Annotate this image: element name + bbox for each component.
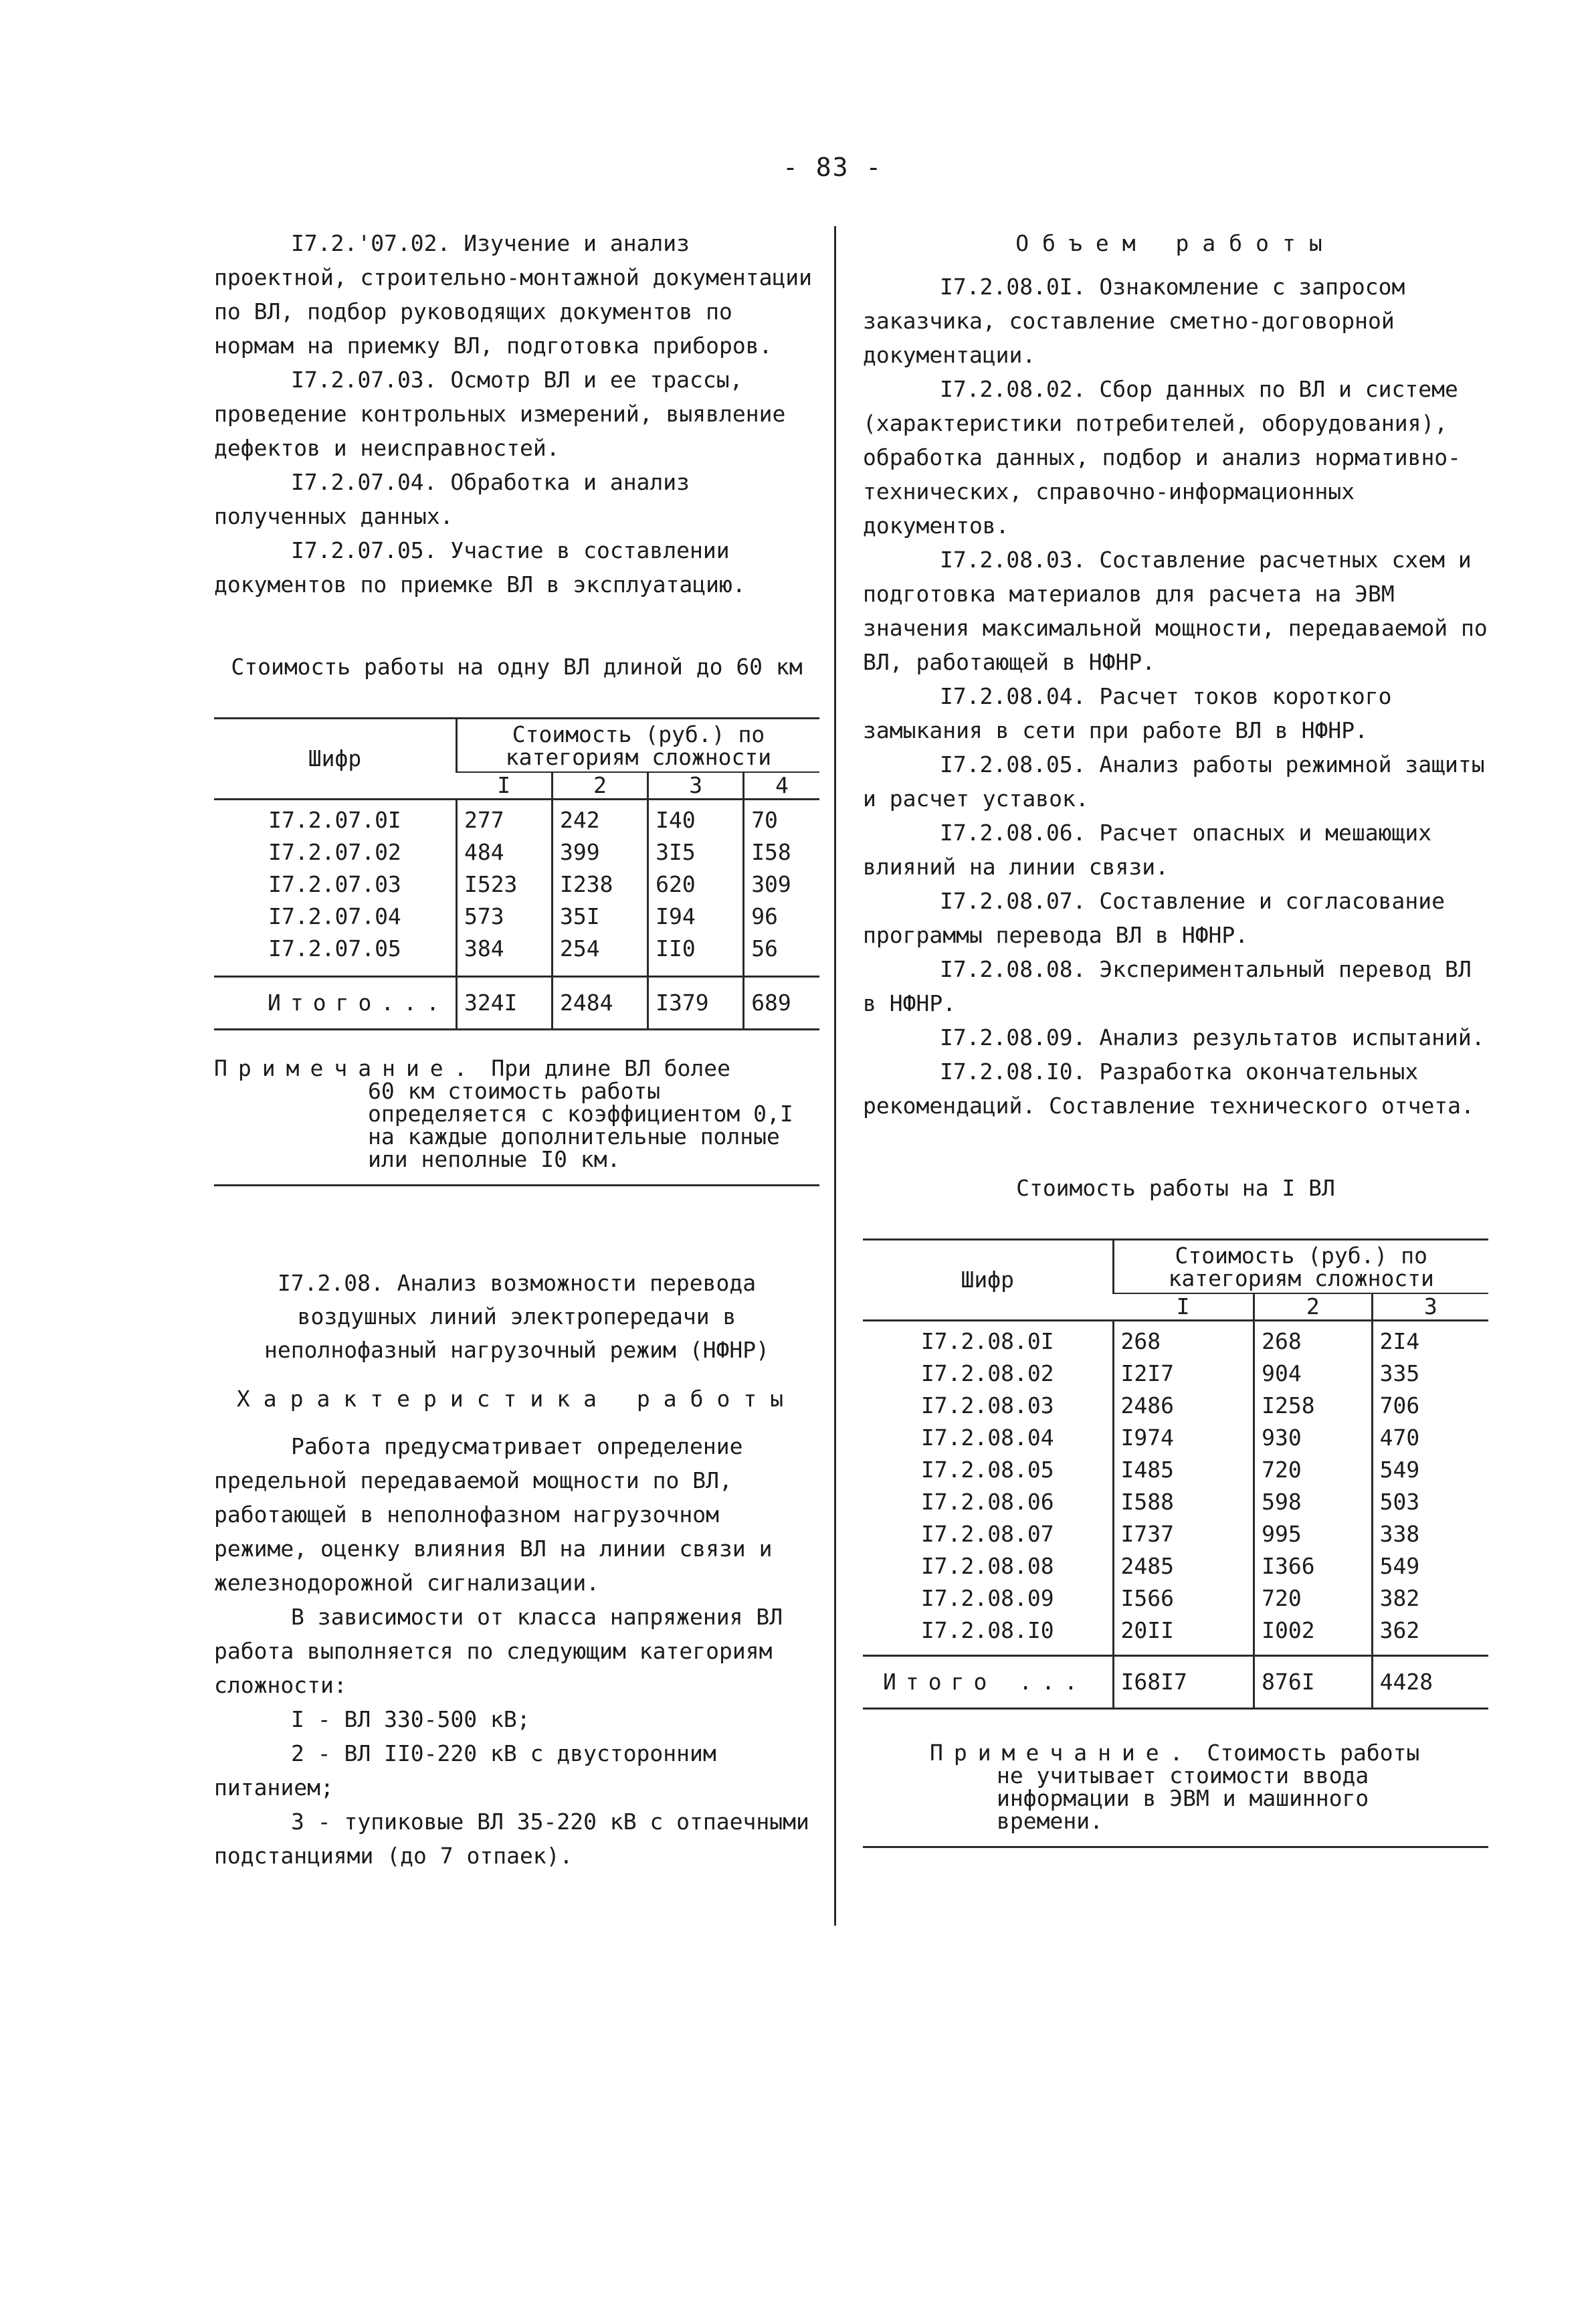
table-row <box>863 1518 1488 1550</box>
value-cell: 706 <box>1372 1390 1488 1422</box>
value-cell: 338 <box>1372 1518 1488 1550</box>
note-right <box>863 1742 1488 1848</box>
value-cell: 573 <box>456 901 552 933</box>
note-body: не учитывает стоимости ввода информации в ЭВМ и машинного времени. <box>997 1762 1369 1834</box>
volume-heading: Объем работы <box>1015 230 1336 256</box>
note-body: 60 км стоимость работы определяется с коэффициентом 0,I на каждые дополнительные полные или неполные I0 км. <box>368 1078 793 1172</box>
cost-table-left <box>214 717 819 1030</box>
paragraph-17-2-08-09: I7.2.08.09. Анализ результатов испытаний. <box>940 1024 1485 1050</box>
value-cell: 268 <box>1113 1321 1254 1358</box>
value-cell: 720 <box>1254 1582 1372 1615</box>
value-cell: I523 <box>456 868 552 901</box>
table-row <box>863 1390 1488 1422</box>
code-header: Шифр <box>214 719 456 800</box>
value-cell: I366 <box>1254 1550 1372 1582</box>
paragraph-17-2-08-03: I7.2.08.03. Составление расчетных схем и подготовка материалов для расчета на ЭВМ значения максимальной мощности, передаваемой по ВЛ, работающей в НФНР. <box>863 547 1488 675</box>
code-cell: I7.2.08.03 <box>920 1392 1054 1418</box>
value-cell: 382 <box>1372 1582 1488 1615</box>
value-cell: 335 <box>1372 1358 1488 1390</box>
value-cell: 362 <box>1372 1615 1488 1656</box>
paragraph-17-2-07-02: I7.2.'07.02. Изучение и анализ проектной, строительно-монтажной документации по ВЛ, подбор руководящих документов по нормам на приемку ВЛ, подготовка приборов. <box>214 230 813 359</box>
table-header-row <box>863 1240 1488 1294</box>
code-header: Шифр <box>863 1240 1113 1321</box>
table-row <box>214 868 819 901</box>
table-row <box>214 933 819 977</box>
category-number: 3 <box>648 772 744 800</box>
category-number: I <box>1113 1293 1254 1321</box>
value-cell: I002 <box>1254 1615 1372 1656</box>
total-value: 2484 <box>553 977 648 1030</box>
category-item: 3 - тупиковые ВЛ 35-220 кВ с отпаечными подстанциями (до 7 отпаек). <box>214 1809 809 1869</box>
table-row <box>863 1321 1488 1358</box>
code-cell: I7.2.07.03 <box>268 871 401 897</box>
category-header: Стоимость (руб.) по категориям сложности <box>456 719 819 773</box>
value-cell: I737 <box>1113 1518 1254 1550</box>
total-value: I68I7 <box>1113 1656 1254 1709</box>
note-first-line: Стоимость работы <box>1207 1740 1420 1766</box>
category-number: 3 <box>1372 1293 1488 1321</box>
value-cell: 484 <box>456 836 552 868</box>
value-cell: 470 <box>1372 1422 1488 1454</box>
code-cell: I7.2.08.04 <box>920 1424 1054 1451</box>
code-cell: I7.2.07.02 <box>268 839 401 865</box>
section-heading: I7.2.08. Анализ возможности перевода воздушных линий электропередачи в неполнофазный нагрузочный режим (НФНР) <box>264 1270 769 1363</box>
total-value: 689 <box>744 977 819 1030</box>
paragraph-17-2-08-06: I7.2.08.06. Расчет опасных и мешающих влияний на линии связи. <box>863 820 1432 880</box>
characteristic-paragraph: Работа предусматривает определение предельной передаваемой мощности по ВЛ, работающей в неполнофазном нагрузочном режиме, оценку влияния ВЛ на линии связи и железнодорожной сигнализации. <box>214 1433 773 1596</box>
table-row <box>863 1454 1488 1486</box>
paragraph-17-2-08-02: I7.2.08.02. Сбор данных по ВЛ и системе (характеристики потребителей, оборудования), обработка данных, подбор и анализ нормативно-технических, справочно-информационных документов. <box>863 376 1462 539</box>
code-cell: I7.2.08.08 <box>920 1553 1054 1579</box>
value-cell: 20II <box>1113 1615 1254 1656</box>
code-cell: I7.2.08.05 <box>920 1457 1054 1483</box>
value-cell: I258 <box>1254 1390 1372 1422</box>
total-label: Итого... <box>214 977 456 1030</box>
characteristic-paragraph: В зависимости от класса напряжения ВЛ работа выполняется по следующим категориям сложности: <box>214 1604 783 1698</box>
note-first-line: При длине ВЛ более <box>491 1055 731 1081</box>
category-number: 2 <box>553 772 648 800</box>
table-row <box>863 1422 1488 1454</box>
code-cell: I7.2.08.06 <box>920 1489 1054 1515</box>
total-value: 4428 <box>1372 1656 1488 1709</box>
table-row <box>863 1615 1488 1656</box>
value-cell: 56 <box>744 933 819 977</box>
value-cell: 930 <box>1254 1422 1372 1454</box>
table-row <box>863 1582 1488 1615</box>
table-row <box>214 836 819 868</box>
paragraph-17-2-07-05: I7.2.07.05. Участие в составлении документов по приемке ВЛ в эксплуатацию. <box>214 537 746 597</box>
value-cell: 268 <box>1254 1321 1372 1358</box>
paragraph-17-2-08-05: I7.2.08.05. Анализ работы режимной защиты и расчет уставок. <box>863 751 1485 812</box>
category-header: Стоимость (руб.) по категориям сложности <box>1113 1240 1488 1294</box>
value-cell: 384 <box>456 933 552 977</box>
paragraph-17-2-07-04: I7.2.07.04. Обработка и анализ полученных данных. <box>214 469 690 529</box>
table-row <box>863 1358 1488 1390</box>
table-caption-right: Стоимость работы на I ВЛ <box>1016 1175 1335 1201</box>
paragraph-17-2-08-10: I7.2.08.I0. Разработка окончательных рекомендаций. Составление технического отчета. <box>863 1059 1474 1119</box>
value-cell: 277 <box>456 800 552 837</box>
code-cell: I7.2.07.04 <box>268 903 401 929</box>
value-cell: 620 <box>648 868 744 901</box>
category-item: 2 - ВЛ II0-220 кВ с двусторонним питанием; <box>214 1740 716 1801</box>
value-cell: 309 <box>744 868 819 901</box>
paragraph-17-2-08-04: I7.2.08.04. Расчет токов короткого замыкания в сети при работе ВЛ в НФНР. <box>863 683 1392 743</box>
left-column <box>214 226 819 1873</box>
value-cell: I58 <box>744 836 819 868</box>
value-cell: 254 <box>553 933 648 977</box>
table-row <box>863 1550 1488 1582</box>
value-cell: 2485 <box>1113 1550 1254 1582</box>
value-cell: 242 <box>553 800 648 837</box>
value-cell: I238 <box>553 868 648 901</box>
category-number: I <box>456 772 552 800</box>
value-cell: 720 <box>1254 1454 1372 1486</box>
value-cell: 35I <box>553 901 648 933</box>
total-label: Итого ... <box>863 1656 1113 1709</box>
value-cell: 2I4 <box>1372 1321 1488 1358</box>
value-cell: 96 <box>744 901 819 933</box>
cost-table-right <box>863 1238 1488 1710</box>
code-cell: I7.2.08.02 <box>920 1360 1054 1386</box>
value-cell: I94 <box>648 901 744 933</box>
note-left <box>214 1057 819 1186</box>
code-cell: I7.2.08.09 <box>920 1585 1054 1611</box>
category-item: I - ВЛ 330-500 кВ; <box>291 1706 530 1732</box>
total-value: 876I <box>1254 1656 1372 1709</box>
paragraph-17-2-08-08: I7.2.08.08. Экспериментальный перевод ВЛ в НФНР. <box>863 956 1472 1016</box>
table-header-row <box>214 719 819 773</box>
category-number: 2 <box>1254 1293 1372 1321</box>
value-cell: I2I7 <box>1113 1358 1254 1390</box>
value-cell: I485 <box>1113 1454 1254 1486</box>
note-label: Примечание. <box>930 1740 1194 1766</box>
total-row <box>214 977 819 1030</box>
category-number: 4 <box>744 772 819 800</box>
value-cell: 3I5 <box>648 836 744 868</box>
note-label: Примечание. <box>214 1055 478 1081</box>
value-cell: I40 <box>648 800 744 837</box>
value-cell: 399 <box>553 836 648 868</box>
value-cell: 549 <box>1372 1454 1488 1486</box>
right-column <box>863 226 1488 1848</box>
page-number: - 83 - <box>783 153 883 182</box>
value-cell: II0 <box>648 933 744 977</box>
value-cell: 70 <box>744 800 819 837</box>
paragraph-17-2-07-03: I7.2.07.03. Осмотр ВЛ и ее трассы, проведение контрольных измерений, выявление дефектов и неисправностей. <box>214 367 786 461</box>
total-row <box>863 1656 1488 1709</box>
code-cell: I7.2.07.0I <box>268 807 401 833</box>
value-cell: 598 <box>1254 1486 1372 1518</box>
column-divider <box>834 226 836 1926</box>
value-cell: 2486 <box>1113 1390 1254 1422</box>
value-cell: I974 <box>1113 1422 1254 1454</box>
table-row <box>214 800 819 837</box>
characteristic-heading: Характеристика работы <box>236 1386 797 1412</box>
value-cell: I566 <box>1113 1582 1254 1615</box>
table-caption-left: Стоимость работы на одну ВЛ длиной до 60 км <box>231 654 803 680</box>
value-cell: 503 <box>1372 1486 1488 1518</box>
total-value: I379 <box>648 977 744 1030</box>
code-cell: I7.2.08.I0 <box>920 1617 1054 1643</box>
paragraph-17-2-08-07: I7.2.08.07. Составление и согласование программы перевода ВЛ в НФНР. <box>863 888 1445 948</box>
value-cell: I588 <box>1113 1486 1254 1518</box>
code-cell: I7.2.08.0I <box>920 1328 1054 1354</box>
code-cell: I7.2.07.05 <box>268 935 401 961</box>
value-cell: 995 <box>1254 1518 1372 1550</box>
value-cell: 549 <box>1372 1550 1488 1582</box>
table-row <box>863 1486 1488 1518</box>
table-row <box>214 901 819 933</box>
total-value: 324I <box>456 977 552 1030</box>
value-cell: 904 <box>1254 1358 1372 1390</box>
paragraph-17-2-08-01: I7.2.08.0I. Ознакомление с запросом заказчика, составление сметно-договорной документации. <box>863 274 1405 368</box>
code-cell: I7.2.08.07 <box>920 1521 1054 1547</box>
